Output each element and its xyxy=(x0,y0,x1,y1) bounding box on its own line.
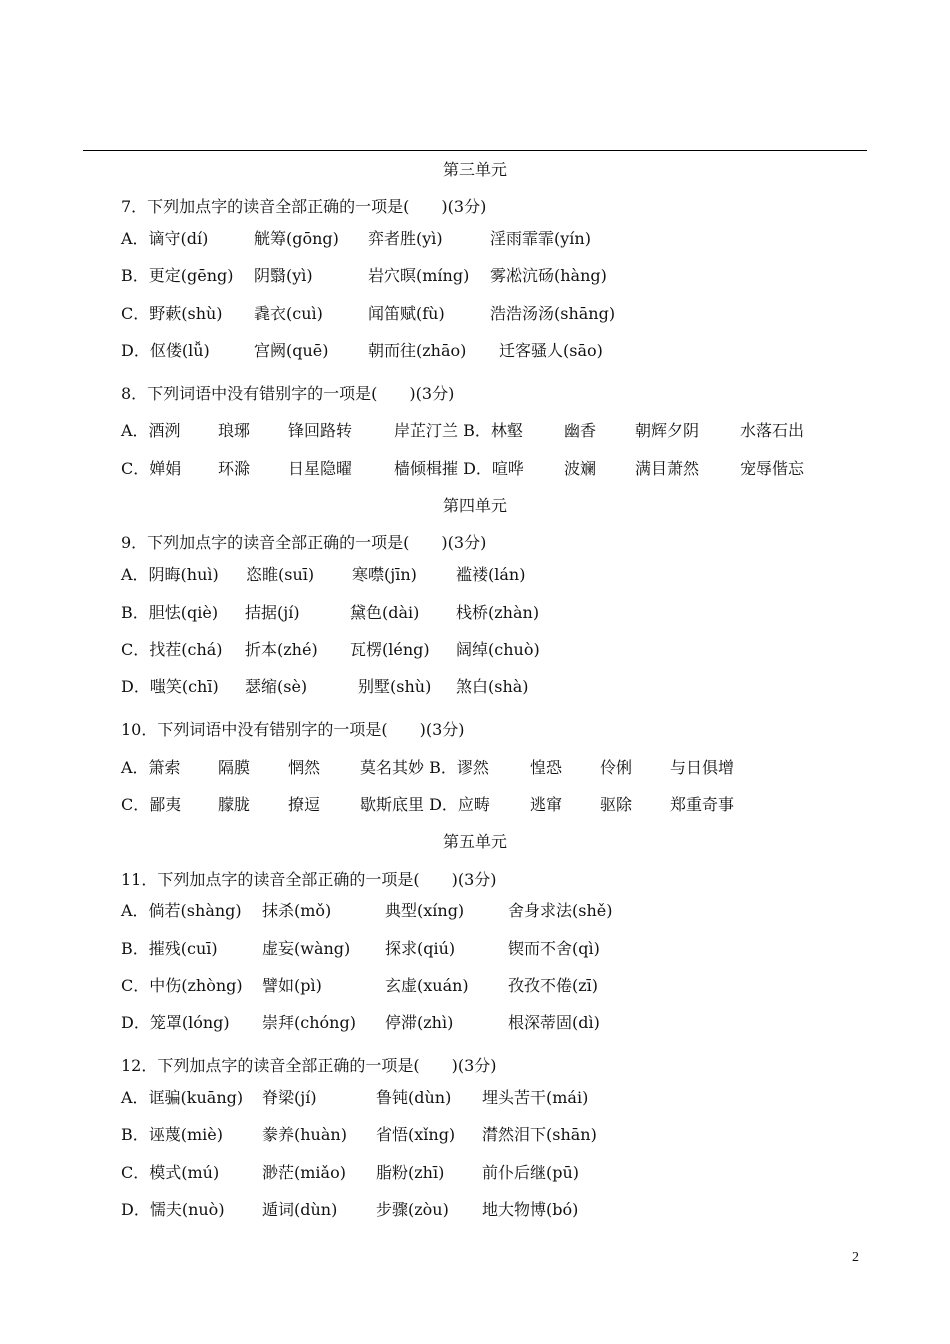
option-item: 宫阙(quē) xyxy=(254,341,329,360)
question-7-option-c xyxy=(121,304,871,326)
option-item: 舍身求法(shě) xyxy=(508,901,613,920)
option-item: 朦胧 xyxy=(218,795,251,814)
question-12-option-a xyxy=(121,1088,871,1110)
option-item: 鲁钝(dùn) xyxy=(376,1088,452,1107)
option-item: C．找茬(chá) xyxy=(121,640,223,659)
option-item: B．摧残(cuī) xyxy=(121,939,218,958)
option-item: 浩浩汤汤(shāng) xyxy=(490,304,616,323)
option-item: 宠辱偕忘 xyxy=(740,459,805,478)
page-number: 2 xyxy=(852,1250,859,1265)
option-item: 栈桥(zhàn) xyxy=(456,603,540,622)
option-item: 埋头苦干(mái) xyxy=(482,1088,589,1107)
option-item: 步骤(zòu) xyxy=(376,1200,449,1219)
option-item: 锋回路转 xyxy=(288,421,353,440)
option-item: 逃窜 xyxy=(530,795,563,814)
option-item: 遁词(dùn) xyxy=(262,1200,338,1219)
unit-heading: 第五单元 xyxy=(442,832,507,851)
question-7-option-a xyxy=(121,229,871,251)
question-8-row-2 xyxy=(121,459,871,481)
option-item: 地大物博(bó) xyxy=(482,1200,579,1219)
header-rule xyxy=(83,150,867,151)
option-item: 隔膜 xyxy=(218,758,251,777)
option-item: 脊梁(jí) xyxy=(262,1088,317,1107)
option-item: 恣睢(suī) xyxy=(246,565,315,584)
option-item: D．懦夫(nuò) xyxy=(121,1200,225,1219)
option-item: 抹杀(mǒ) xyxy=(262,901,332,920)
option-item: B．诬蔑(miè) xyxy=(121,1125,224,1144)
option-item: B．胆怯(qiè) xyxy=(121,603,219,622)
option-item: 省悟(xǐng) xyxy=(376,1125,456,1144)
question-10-stem: 10．下列词语中没有错别字的一项是( )(3分) xyxy=(121,720,465,739)
option-item: 觥筹(gōng) xyxy=(254,229,339,248)
question-8-row-1 xyxy=(121,421,871,443)
option-item: A．箫索 xyxy=(121,758,181,777)
option-item: C．婵娟 xyxy=(121,459,182,478)
option-item: 玄虚(xuán) xyxy=(385,976,469,995)
option-item: 褴褛(lán) xyxy=(456,565,526,584)
option-item: 驱除 xyxy=(600,795,633,814)
option-item: 煞白(shà) xyxy=(456,677,529,696)
option-item: 崇拜(chóng) xyxy=(262,1013,356,1032)
question-12-option-c xyxy=(121,1163,871,1185)
option-item: 黛色(dài) xyxy=(350,603,420,622)
question-11-option-d xyxy=(121,1013,871,1035)
option-item: 朝而往(zhāo) xyxy=(368,341,467,360)
option-item: 惶恐 xyxy=(530,758,563,777)
option-item: 水落石出 xyxy=(740,421,805,440)
option-item: 淫雨霏霏(yín) xyxy=(490,229,591,248)
option-item: 弈者胜(yì) xyxy=(368,229,443,248)
option-item: 幽香 xyxy=(564,421,597,440)
option-item: 惘然 xyxy=(288,758,321,777)
option-item: 探求(qiú) xyxy=(385,939,456,958)
option-item: 阔绰(chuò) xyxy=(456,640,540,659)
option-item: 脂粉(zhī) xyxy=(376,1163,445,1182)
option-item: 朝辉夕阴 xyxy=(635,421,700,440)
question-8-stem: 8．下列词语中没有错别字的一项是( )(3分) xyxy=(121,384,455,403)
option-item: A．阴晦(huì) xyxy=(121,565,219,584)
option-item: 孜孜不倦(zī) xyxy=(508,976,599,995)
option-item: 阴翳(yì) xyxy=(254,266,313,285)
option-item: 日星隐曜 xyxy=(288,459,353,478)
question-9-option-a xyxy=(121,565,871,587)
option-item: C．模式(mú) xyxy=(121,1163,220,1182)
option-item: 闻笛赋(fù) xyxy=(368,304,445,323)
option-item: A．谪守(dí) xyxy=(121,229,209,248)
option-item: 伶俐 xyxy=(600,758,633,777)
option-item: A．倘若(shàng) xyxy=(121,901,242,920)
option-item: 拮据(jí) xyxy=(245,603,300,622)
option-item: 瑟缩(sè) xyxy=(245,677,308,696)
option-item: 岩穴暝(míng) xyxy=(368,266,470,285)
option-item: 与日俱增 xyxy=(670,758,735,777)
question-11-option-c xyxy=(121,976,871,998)
option-item: 折本(zhé) xyxy=(245,640,318,659)
question-9-stem: 9．下列加点字的读音全部正确的一项是( )(3分) xyxy=(121,533,487,552)
question-12-option-d xyxy=(121,1200,871,1222)
option-item: 波斓 xyxy=(564,459,597,478)
option-item: 岸芷汀兰 B．林壑 xyxy=(394,421,523,440)
option-item: 锲而不舍(qì) xyxy=(508,939,600,958)
question-9-option-d xyxy=(121,677,871,699)
option-item: 郑重奇事 xyxy=(670,795,735,814)
option-item: D．伛偻(lǚ) xyxy=(121,341,210,360)
question-9-option-c xyxy=(121,640,871,662)
option-item: 莫名其妙 B．谬然 xyxy=(360,758,489,777)
option-item: A．诓骗(kuāng) xyxy=(121,1088,244,1107)
option-item: D．笼罩(lóng) xyxy=(121,1013,230,1032)
option-item: 譬如(pì) xyxy=(262,976,322,995)
option-item: 满目萧然 xyxy=(635,459,700,478)
question-7-option-d xyxy=(121,341,871,363)
unit-heading: 第四单元 xyxy=(442,496,507,515)
option-item: 瓦楞(léng) xyxy=(350,640,430,659)
question-10-row-1 xyxy=(121,758,871,780)
option-item: 典型(xíng) xyxy=(385,901,465,920)
option-item: 虚妄(wàng) xyxy=(262,939,351,958)
option-item: 环滁 xyxy=(218,459,251,478)
question-11-option-b xyxy=(121,939,871,961)
question-11-stem: 11．下列加点字的读音全部正确的一项是( )(3分) xyxy=(121,870,497,889)
option-item: D．嗤笑(chī) xyxy=(121,677,219,696)
option-item: C．野蔌(shù) xyxy=(121,304,223,323)
question-7-stem: 7．下列加点字的读音全部正确的一项是( )(3分) xyxy=(121,197,487,216)
option-item: 雾凇沆砀(hàng) xyxy=(490,266,607,285)
option-item: 樯倾楫摧 D．喧哗 xyxy=(394,459,524,478)
question-12-stem: 12．下列加点字的读音全部正确的一项是( )(3分) xyxy=(121,1056,497,1075)
option-item: C．鄙夷 xyxy=(121,795,182,814)
option-item: A．酒洌 xyxy=(121,421,181,440)
question-7-option-b xyxy=(121,266,871,288)
option-item: C．中伤(zhòng) xyxy=(121,976,243,995)
option-item: 撩逗 xyxy=(288,795,321,814)
option-item: 别墅(shù) xyxy=(358,677,432,696)
option-item: 寒噤(jīn) xyxy=(352,565,417,584)
question-11-option-a xyxy=(121,901,871,923)
question-10-row-2 xyxy=(121,795,871,817)
option-item: 歇斯底里 D．应畴 xyxy=(360,795,490,814)
question-12-option-b xyxy=(121,1125,871,1147)
option-item: 渺茫(miǎo) xyxy=(262,1163,346,1182)
option-item: B．更定(gēng) xyxy=(121,266,234,285)
option-item: 琅琊 xyxy=(218,421,251,440)
question-9-option-b xyxy=(121,603,871,625)
option-item: 毳衣(cuì) xyxy=(254,304,323,323)
option-item: 前仆后继(pū) xyxy=(482,1163,580,1182)
option-item: 迁客骚人(sāo) xyxy=(499,341,603,360)
option-item: 停滞(zhì) xyxy=(385,1013,454,1032)
option-item: 根深蒂固(dì) xyxy=(508,1013,600,1032)
option-item: 豢养(huàn) xyxy=(262,1125,347,1144)
option-item: 潸然泪下(shān) xyxy=(482,1125,597,1144)
unit-heading: 第三单元 xyxy=(442,160,507,179)
